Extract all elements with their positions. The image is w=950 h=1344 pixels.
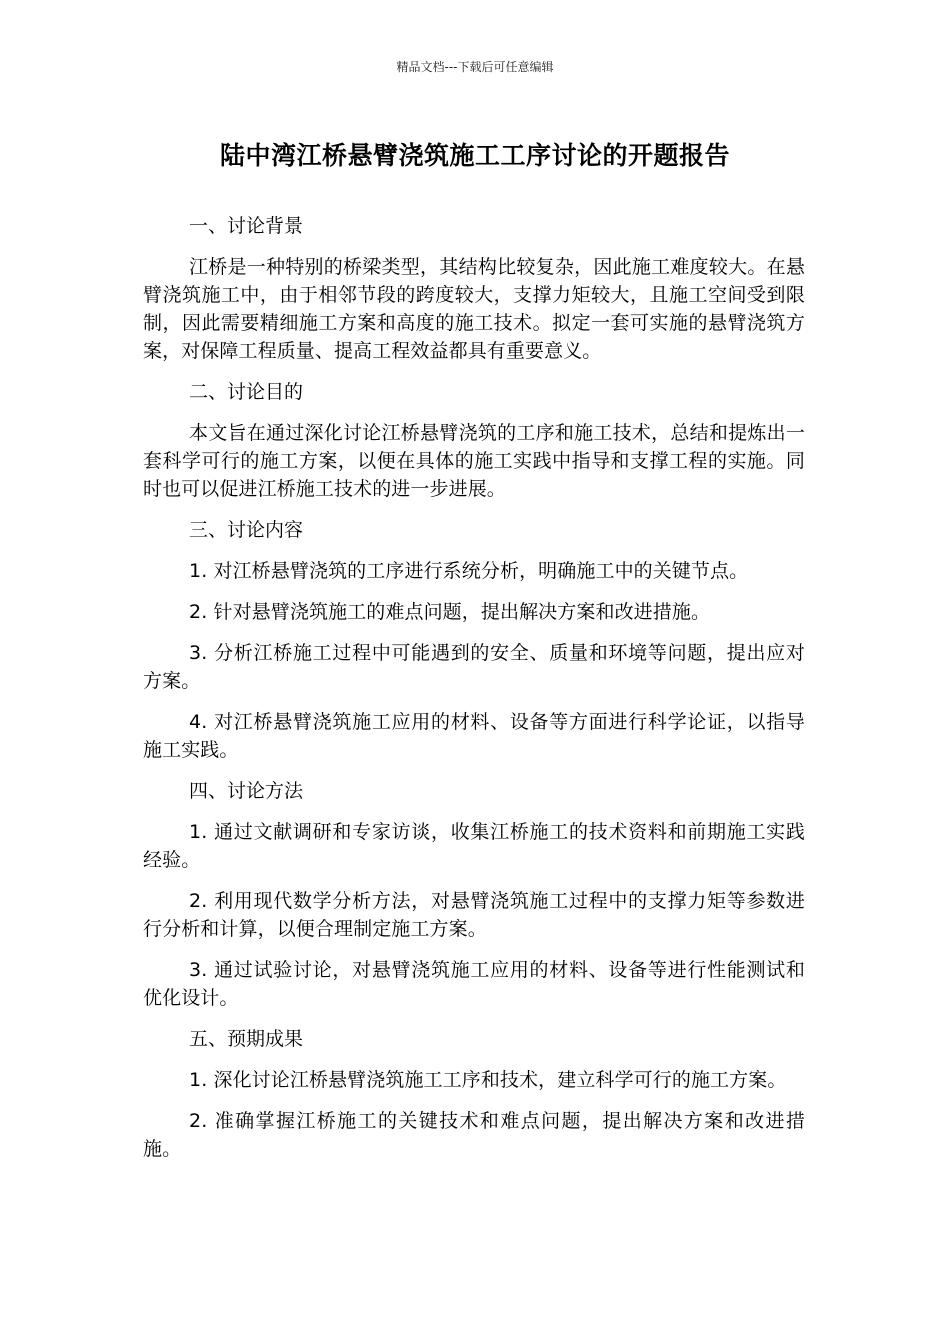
list-item: 1. 深化讨论江桥悬臂浇筑施工工序和技术，建立科学可行的施工方案。: [189, 1069, 787, 1091]
list-item: 3. 分析江桥施工过程中可能遇到的安全、质量和环境等问题，提出应对方案。: [143, 642, 805, 692]
list-item: 2. 准确掌握江桥施工的关键技术和难点问题，提出解决方案和改进措施。: [143, 1110, 805, 1160]
section-heading-results: 五、预期成果: [189, 1028, 304, 1050]
section-heading-background: 一、讨论背景: [189, 215, 304, 237]
list-item: 2. 针对悬臂浇筑施工的难点问题，提出解决方案和改进措施。: [189, 601, 711, 623]
list-item: 2. 利用现代数学分析方法，对悬臂浇筑施工过程中的支撑力矩等参数进行分析和计算，以便合理制定施工方案。: [143, 890, 805, 940]
list-item: 1. 对江桥悬臂浇筑的工序进行系统分析，明确施工中的关键节点。: [189, 560, 749, 582]
document-title: 陆中湾江桥悬臂浇筑施工工序讨论的开题报告: [219, 141, 730, 170]
list-item: 4. 对江桥悬臂浇筑施工应用的材料、设备等方面进行科学论证，以指导施工实践。: [143, 711, 805, 761]
section-heading-content: 三、讨论内容: [189, 519, 304, 541]
header-note: 精品文档---下载后可任意编辑: [396, 60, 554, 74]
section-heading-purpose: 二、讨论目的: [189, 381, 304, 403]
section-heading-methods: 四、讨论方法: [189, 780, 304, 802]
document-body: [143, 212, 805, 1176]
paragraph: 本文旨在通过深化讨论江桥悬臂浇筑的工序和施工技术，总结和提炼出一套科学可行的施工方案，以便在具体的施工实践中指导和支撑工程的实施。同时也可以促进江桥施工技术的进一步进展。: [143, 422, 805, 500]
paragraph: 江桥是一种特别的桥梁类型，其结构比较复杂，因此施工难度较大。在悬臂浇筑施工中，由于相邻节段的跨度较大，支撑力矩较大，且施工空间受到限制，因此需要精细施工方案和高度的施工技术。拟定一套可实施的悬臂浇筑方案，对保障工程质量、提高工程效益都具有重要意义。: [143, 256, 805, 362]
list-item: 1. 通过文献调研和专家访谈，收集江桥施工的技术资料和前期施工实践经验。: [143, 821, 805, 871]
list-item: 3. 通过试验讨论，对悬臂浇筑施工应用的材料、设备等进行性能测试和优化设计。: [143, 959, 805, 1009]
